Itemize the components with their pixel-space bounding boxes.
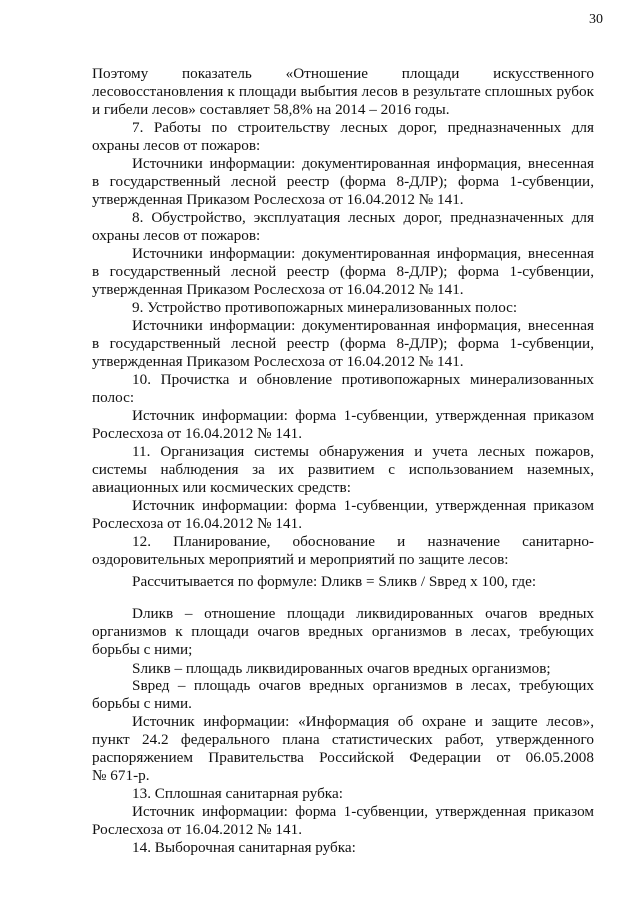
text-line: охраны лесов от пожаров: (92, 137, 261, 154)
text-line: Рослесхоза от 16.04.2012 № 141. (92, 821, 302, 838)
text-line: Рослесхоза от 16.04.2012 № 141. (92, 515, 302, 532)
text-line: пункт 24.2 федерального плана статистических работ, утвержденного (92, 731, 594, 748)
text-line: 9. Устройство противопожарных минерализованных полос: (132, 299, 518, 316)
text-line: 7. Работы по строительству лесных дорог, предназначенных для (132, 119, 594, 136)
text-line: 10. Прочистка и обновление противопожарных минерализованных (132, 371, 594, 388)
text-line: Источник информации: «Информация об охране и защите лесов», (132, 713, 594, 730)
text-line: Источник информации: форма 1-субвенции, утвержденная приказом (132, 497, 594, 514)
text-line: Dликв – отношение площади ликвидированных очагов вредных (132, 605, 594, 622)
text-line: № 671-р. (92, 767, 150, 784)
text-line: 14. Выборочная санитарная рубка: (132, 839, 356, 856)
text-line: организмов к площади очагов вредных организмов в лесах, требующих (92, 623, 594, 640)
text-line: Рассчитывается по формуле: Dликв = Sликв / Sвред х 100, где: (132, 573, 537, 590)
text-line: оздоровительных мероприятий и мероприятий по защите лесов: (92, 551, 509, 568)
text-line: системы наблюдения за их развитием с использованием наземных, (92, 461, 594, 478)
text-line: охраны лесов от пожаров: (92, 227, 261, 244)
text-line: Источники информации: документированная информация, внесенная (132, 317, 594, 334)
text-line: полос: (92, 389, 135, 406)
text-line: Источники информации: документированная информация, внесенная (132, 155, 594, 172)
text-line: Источник информации: форма 1-субвенции, утвержденная приказом (132, 407, 594, 424)
text-line: Sвред – площадь очагов вредных организмов в лесах, требующих (132, 677, 594, 694)
text-line: 11. Организация системы обнаружения и учета лесных пожаров, (132, 443, 594, 460)
text-line: утвержденная Приказом Рослесхоза от 16.04.2012 № 141. (92, 353, 464, 370)
text-line: 12. Планирование, обоснование и назначение санитарно- (132, 533, 594, 550)
text-line: борьбы с ними. (92, 695, 192, 712)
page-number: 30 (589, 12, 603, 27)
text-line: Sликв – площадь ликвидированных очагов вредных организмов; (132, 660, 551, 677)
text-line: лесовосстановления к площади выбытия лесов в результате сплошных рубок (92, 83, 594, 100)
text-line: авиационных или космических средств: (92, 479, 351, 496)
text-line: 13. Сплошная санитарная рубка: (132, 785, 343, 802)
text-line: Источники информации: документированная информация, внесенная (132, 245, 594, 262)
text-line: Источник информации: форма 1-субвенции, утвержденная приказом (132, 803, 594, 820)
text-line: в государственный лесной реестр (форма 8-ДЛР); форма 1-субвенции, (92, 263, 594, 280)
text-line: в государственный лесной реестр (форма 8-ДЛР); форма 1-субвенции, (92, 335, 594, 352)
text-line: утвержденная Приказом Рослесхоза от 16.04.2012 № 141. (92, 281, 464, 298)
text-line: 8. Обустройство, эксплуатация лесных дорог, предназначенных для (132, 209, 594, 226)
text-line: распоряжением Правительства Российской Федерации от 06.05.2008 (92, 749, 594, 766)
text-line: и гибели лесов» составляет 58,8% на 2014 – 2016 годы. (92, 101, 450, 118)
text-line: Рослесхоза от 16.04.2012 № 141. (92, 425, 302, 442)
text-line: Поэтому показатель «Отношение площади искусственного (92, 65, 594, 82)
text-line: утвержденная Приказом Рослесхоза от 16.04.2012 № 141. (92, 191, 464, 208)
text-line: в государственный лесной реестр (форма 8-ДЛР); форма 1-субвенции, (92, 173, 594, 190)
text-line: борьбы с ними; (92, 641, 193, 658)
